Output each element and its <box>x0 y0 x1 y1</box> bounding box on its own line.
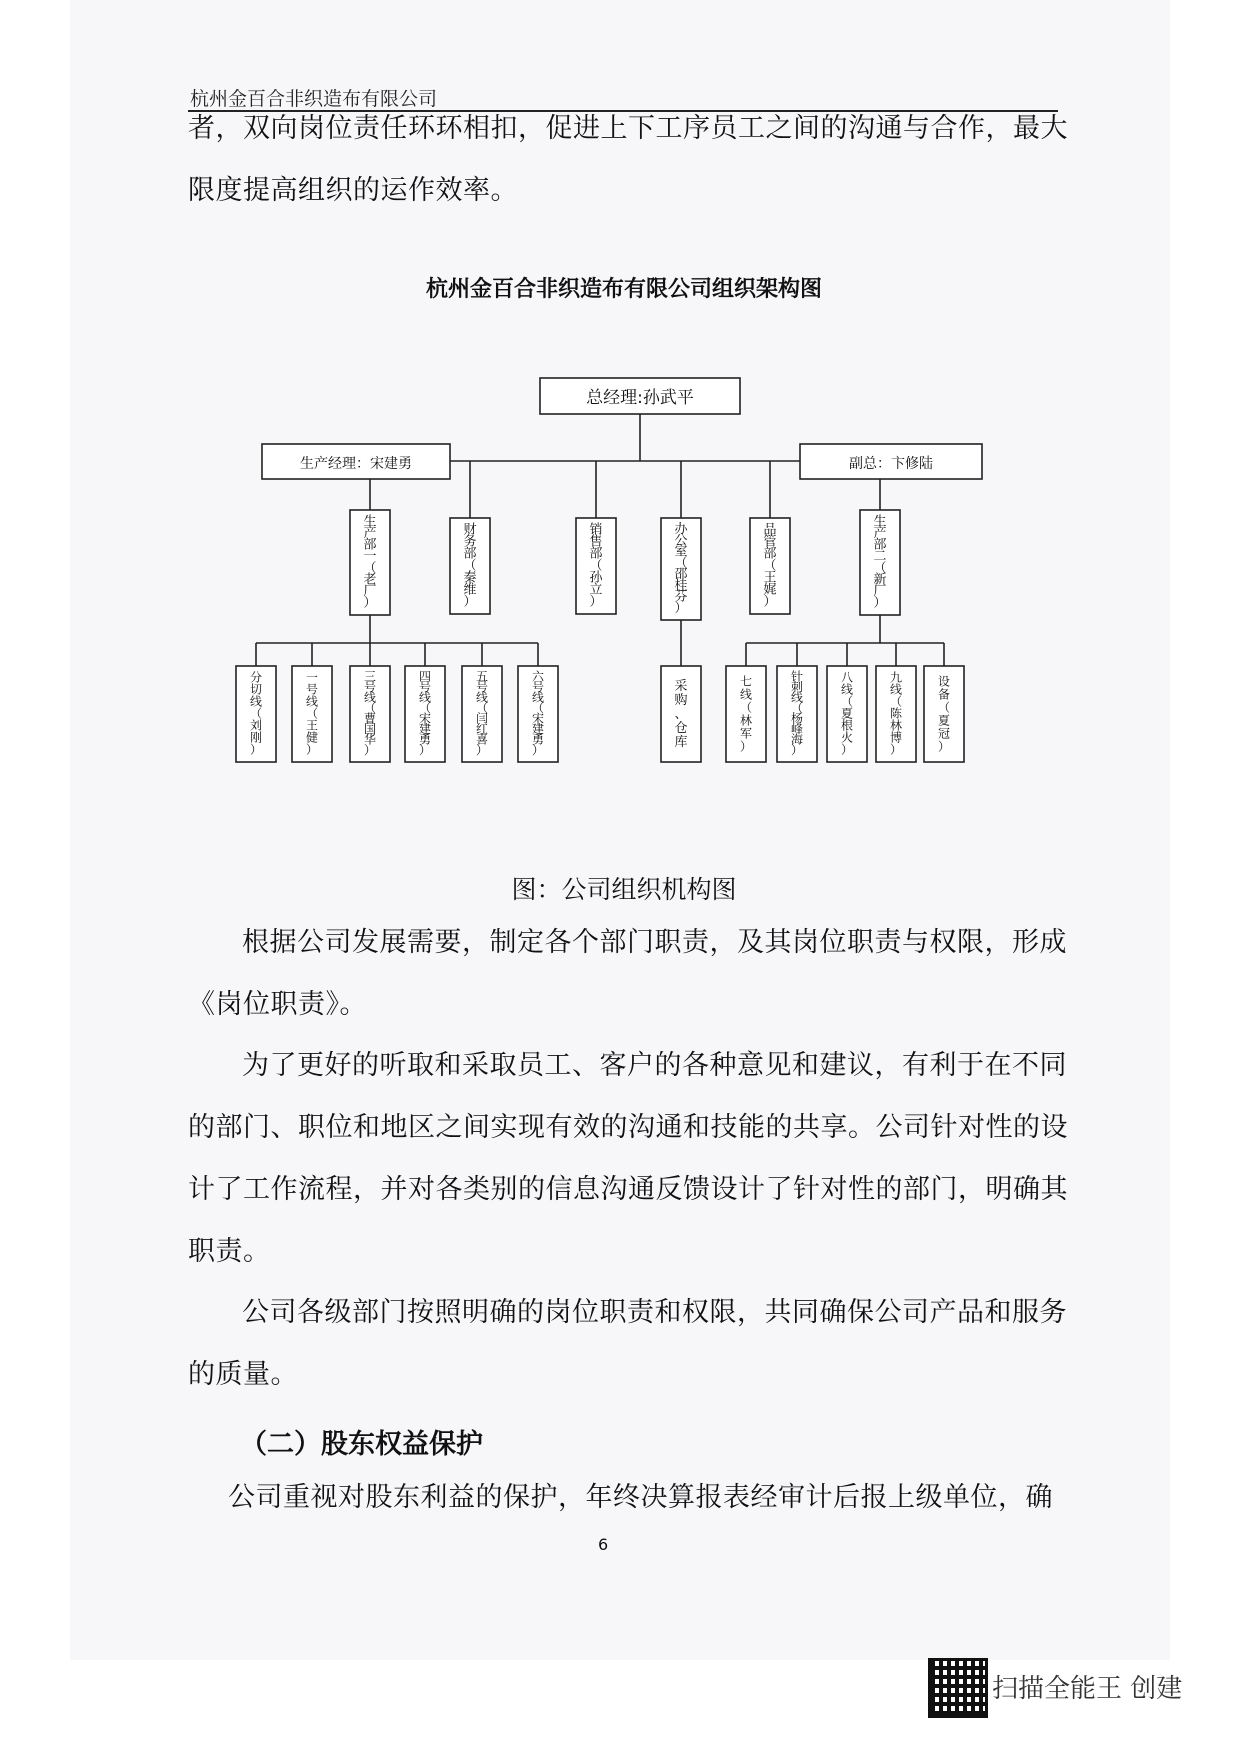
paragraph-4 <box>188 1467 1053 1529</box>
org-node-production-line <box>292 666 332 762</box>
page-number: 6 <box>598 1535 609 1554</box>
paragraph-line: 的质量。 <box>188 1359 298 1390</box>
org-node-department <box>860 510 900 615</box>
scanner-watermark <box>928 1658 1228 1728</box>
org-node-department <box>576 518 616 614</box>
org-node-department-label: 生产部二（新厂） <box>873 514 887 611</box>
org-node-production-line <box>236 666 276 762</box>
org-node-production-line <box>518 666 558 762</box>
org-node-department-label: 财务部（秦维） <box>463 522 477 610</box>
org-node-production-line-label: 一号线（王健） <box>305 670 319 757</box>
org-node-production-line <box>726 666 766 762</box>
scanner-brand-text: 扫描全能王 创建 <box>992 1674 1183 1704</box>
paragraph-line: 限度提高组织的运作效率。 <box>188 175 518 206</box>
paragraph-line: 公司各级部门按照明确的岗位职责和权限，共同确保公司产品和服务 <box>242 1297 1067 1328</box>
org-node-production-line-label: 四号线（宋建勇） <box>418 669 432 757</box>
paragraph-line: 《岗位职责》。 <box>188 989 367 1020</box>
org-node-procurement-warehouse <box>661 666 701 762</box>
office-sub-node <box>661 666 701 762</box>
org-node-production-line <box>777 666 817 762</box>
org-node-root <box>540 378 740 414</box>
org-node-department-label: 品管部（王娓） <box>763 522 777 610</box>
org-node-production-line-label: 针刺线（杨峰海） <box>790 669 804 757</box>
org-node-vice-president-label: 副总：卞修陆 <box>849 456 933 472</box>
paragraph-1 <box>188 912 1067 1036</box>
org-node-root-label: 总经理:孙武平 <box>586 388 694 408</box>
org-node-production-line-label: 六号线（宋建勇） <box>531 669 545 757</box>
org-chart-title: 杭州金百合非织造布有限公司组织架构图 <box>425 277 822 302</box>
org-node-department-label: 销售部（孙立） <box>589 522 603 610</box>
org-node-production-line <box>876 666 916 762</box>
org-node-production-line-label: 七线（林军） <box>739 674 753 754</box>
org-node-department-label: 生产部一（老厂） <box>363 514 377 611</box>
figure-caption: 图：公司组织机构图 <box>511 875 737 904</box>
org-node-vice-president <box>800 444 982 479</box>
paragraph-line: 为了更好的听取和采取员工、客户的各种意见和建议，有利于在不同 <box>242 1050 1067 1081</box>
section-heading: （二）股东权益保护 <box>240 1429 483 1460</box>
org-node-production-line <box>827 666 867 762</box>
org-node-department <box>661 518 701 620</box>
org-node-production-line-label: 八线（夏根火） <box>840 670 854 757</box>
paragraph-line: 计了工作流程，并对各类别的信息沟通反馈设计了针对性的部门，明确其 <box>188 1174 1068 1205</box>
running-header: 杭州金百合非织造布有限公司 <box>190 88 438 110</box>
department-nodes <box>350 510 900 620</box>
org-node-production-line <box>924 666 964 762</box>
paragraph-line: 根据公司发展需要，制定各个部门职责，及其岗位职责与权限，形成 <box>242 927 1067 958</box>
org-node-production-line-label: 九线（陈林博） <box>889 670 903 757</box>
qr-code-icon <box>928 1658 988 1718</box>
org-node-production-line <box>350 666 390 762</box>
org-node-department <box>450 518 490 614</box>
org-node-department-label: 办公室（邵桂芬） <box>674 522 688 616</box>
paragraph-line: 者，双向岗位责任环环相扣，促进上下工序员工之间的沟通与合作，最大 <box>188 113 1068 144</box>
org-node-production-line-label: 设备（夏冠） <box>937 674 951 754</box>
org-node-production-line <box>462 666 502 762</box>
paragraph-line: 的部门、职位和地区之间实现有效的沟通和技能的共享。公司针对性的设 <box>188 1112 1068 1143</box>
org-node-production-line <box>405 666 445 762</box>
paragraph-line: 公司重视对股东利益的保护，年终决算报表经审计后报上级单位，确 <box>228 1482 1053 1513</box>
paragraph-3 <box>188 1282 1067 1406</box>
org-node-production-line-label: 五号线（闫红喜） <box>475 669 489 757</box>
org-node-production-manager <box>262 444 450 479</box>
paragraph-2 <box>188 1035 1068 1283</box>
org-node-department <box>750 518 790 614</box>
org-node-procurement-warehouse-label: 采购、仓库 <box>674 679 688 751</box>
org-node-production-line-label: 三号线（曹国华） <box>363 669 377 757</box>
org-node-production-line-label: 分切线（刘刚） <box>249 670 263 757</box>
dept2-line-nodes <box>726 666 964 762</box>
org-node-department <box>350 510 390 615</box>
paragraph-line: 职责。 <box>188 1236 271 1267</box>
org-node-production-manager-label: 生产经理：宋建勇 <box>300 456 412 472</box>
dept1-line-nodes <box>236 666 558 762</box>
